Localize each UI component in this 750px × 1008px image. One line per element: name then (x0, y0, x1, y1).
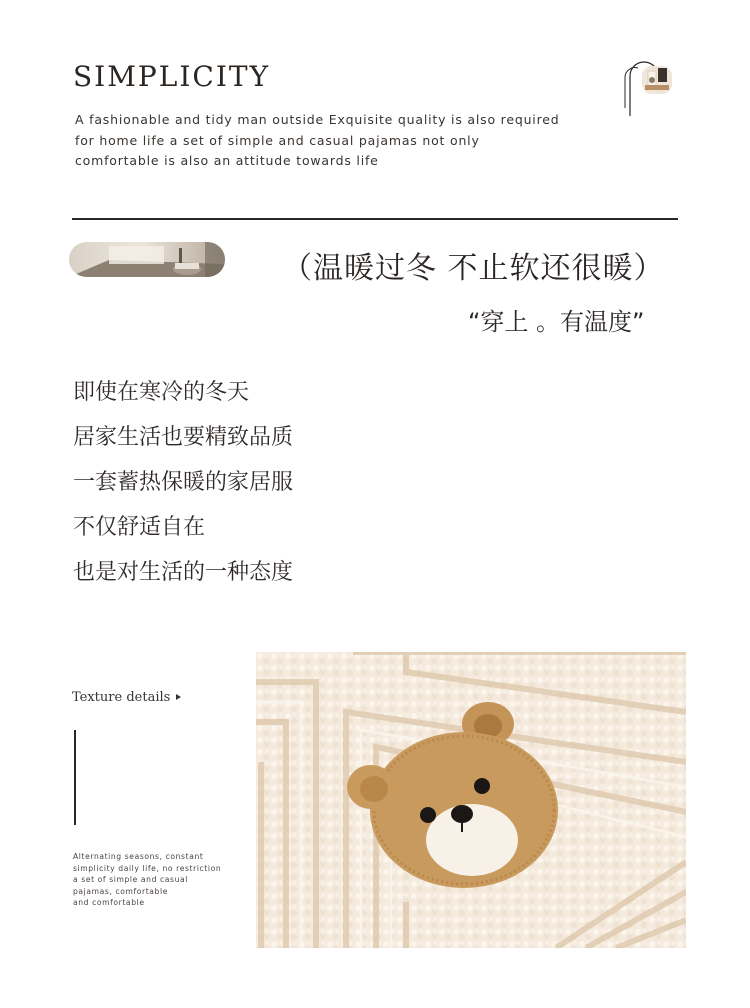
texture-details-label: Texture details (72, 690, 171, 705)
poem-line: 也是对生活的一种态度 (73, 560, 294, 585)
description-line: Alternating seasons, constant (73, 852, 204, 861)
intro-line: A fashionable and tidy man outside Exquisite quality is also required (75, 112, 560, 127)
description-line: and comfortable (73, 898, 145, 908)
intro-line: for home life a set of simple and casual pajamas not only (75, 132, 480, 148)
section-divider (72, 218, 678, 220)
triangle-right-icon (176, 694, 181, 700)
intro-line: comfortable is also an attitude towards life (75, 153, 379, 168)
brand-title: SIMPLICITY (73, 60, 271, 93)
living-room-thumbnail (69, 242, 225, 277)
poem-block (73, 370, 293, 595)
intro-text (75, 110, 595, 172)
poem-line: 一套蓄热保暖的家居服 (73, 470, 294, 495)
poem-line: 居家生活也要精致品质 (73, 425, 294, 450)
description-line: simplicity daily life, no restriction (73, 863, 222, 873)
room-decor-logo (618, 58, 676, 118)
fleece-bear-photo (256, 652, 686, 948)
poem-line: 不仅舒适自在 (73, 515, 206, 540)
texture-description (73, 851, 221, 909)
description-line: a set of simple and casual (73, 875, 188, 885)
description-line: pajamas, comfortable (73, 886, 168, 896)
poem-line: 即使在寒冷的冬天 (73, 380, 250, 405)
vertical-rule (74, 730, 76, 825)
headline: （温暖过冬 不止软还很暖） (282, 251, 665, 286)
subheadline: “穿上 。有温度” (468, 308, 645, 336)
